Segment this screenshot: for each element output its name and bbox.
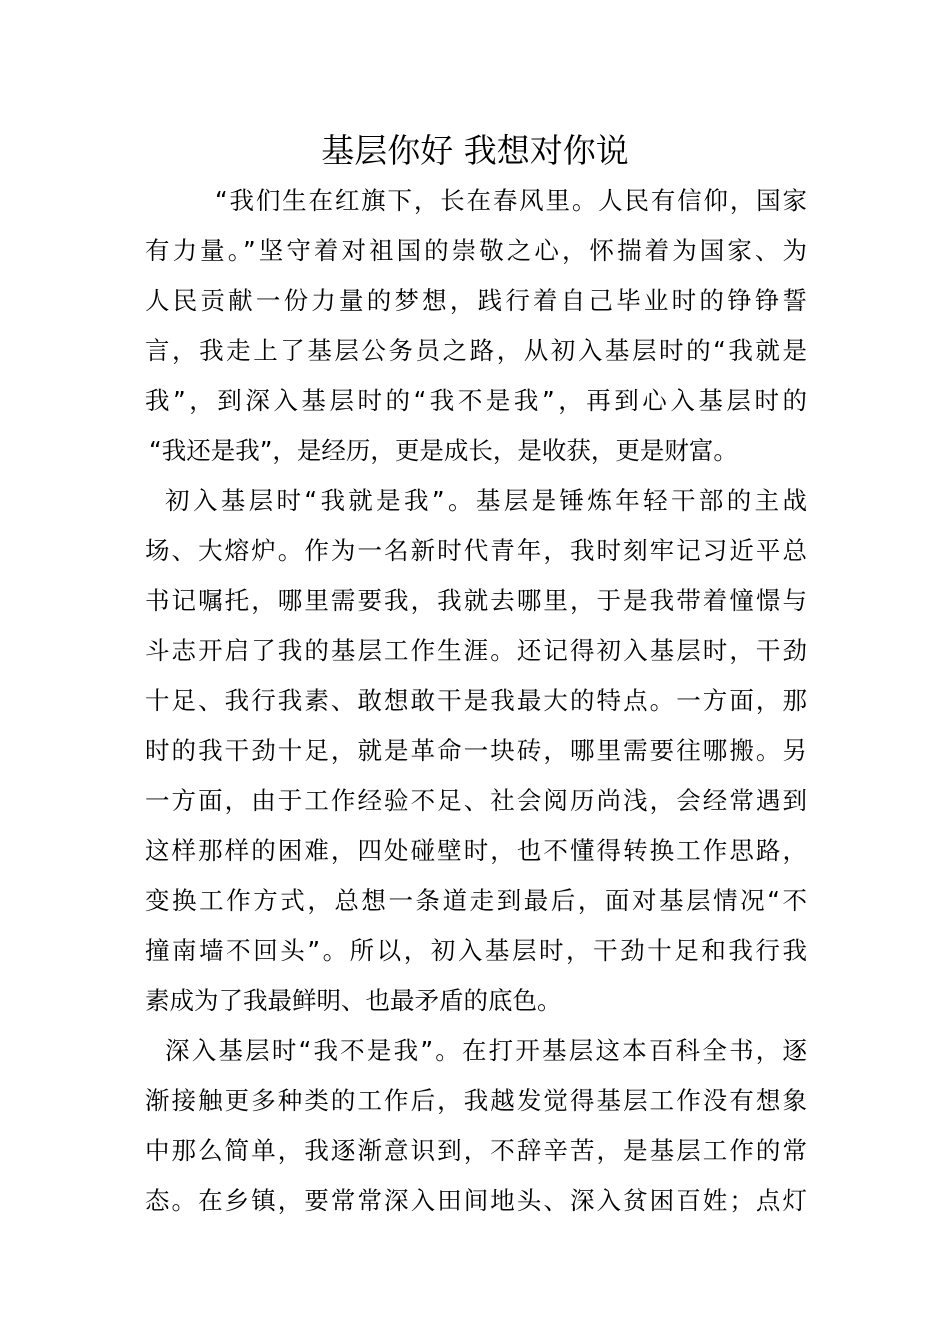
text-line: 撞南墙不回头”。所以，初入基层时，干劲十足和我行我 xyxy=(145,936,807,965)
text-line: 有力量。”坚守着对祖国的崇敬之心，怀揣着为国家、为 xyxy=(145,236,807,265)
text-line: 态。在乡镇，要常常深入田间地头、深入贫困百姓；点灯 xyxy=(145,1186,807,1215)
text-line: 我”，到深入基层时的“我不是我”，再到心入基层时的 xyxy=(145,386,807,415)
text-line: “我们生在红旗下，长在春风里。人民有信仰，国家 xyxy=(215,186,807,215)
text-line: 书记嘱托，哪里需要我，我就去哪里，于是我带着憧憬与 xyxy=(145,586,807,615)
text-line: 时的我干劲十足，就是革命一块砖，哪里需要往哪搬。另 xyxy=(145,736,807,765)
text-line: 深入基层时“我不是我”。在打开基层这本百科全书，逐 xyxy=(165,1036,807,1065)
text-line: 这样那样的困难，四处碰壁时，也不懂得转换工作思路， xyxy=(145,836,807,865)
text-line: 言，我走上了基层公务员之路，从初入基层时的“我就是 xyxy=(145,336,807,365)
text-line: 斗志开启了我的基层工作生涯。还记得初入基层时，干劲 xyxy=(145,636,807,665)
text-line: 素成为了我最鲜明、也最矛盾的底色。 xyxy=(145,986,562,1015)
text-line: “我还是我”，是经历，更是成长，是收获，更是财富。 xyxy=(149,436,738,465)
text-line: 变换工作方式，总想一条道走到最后，面对基层情况“不 xyxy=(145,886,807,915)
text-line: 人民贡献一份力量的梦想，践行着自己毕业时的铮铮誓 xyxy=(145,286,807,315)
document-title: 基层你好 我想对你说 xyxy=(321,131,629,170)
text-line: 中那么简单，我逐渐意识到，不辞辛苦，是基层工作的常 xyxy=(145,1136,807,1165)
text-line: 渐接触更多种类的工作后，我越发觉得基层工作没有想象 xyxy=(145,1086,807,1115)
text-line: 一方面，由于工作经验不足、社会阅历尚浅，会经常遇到 xyxy=(145,786,807,815)
text-line: 十足、我行我素、敢想敢干是我最大的特点。一方面，那 xyxy=(145,686,807,715)
document-body xyxy=(145,176,807,1226)
text-line: 初入基层时“我就是我”。基层是锤炼年轻干部的主战 xyxy=(165,486,807,515)
text-line: 场、大熔炉。作为一名新时代青年，我时刻牢记习近平总 xyxy=(145,536,807,565)
